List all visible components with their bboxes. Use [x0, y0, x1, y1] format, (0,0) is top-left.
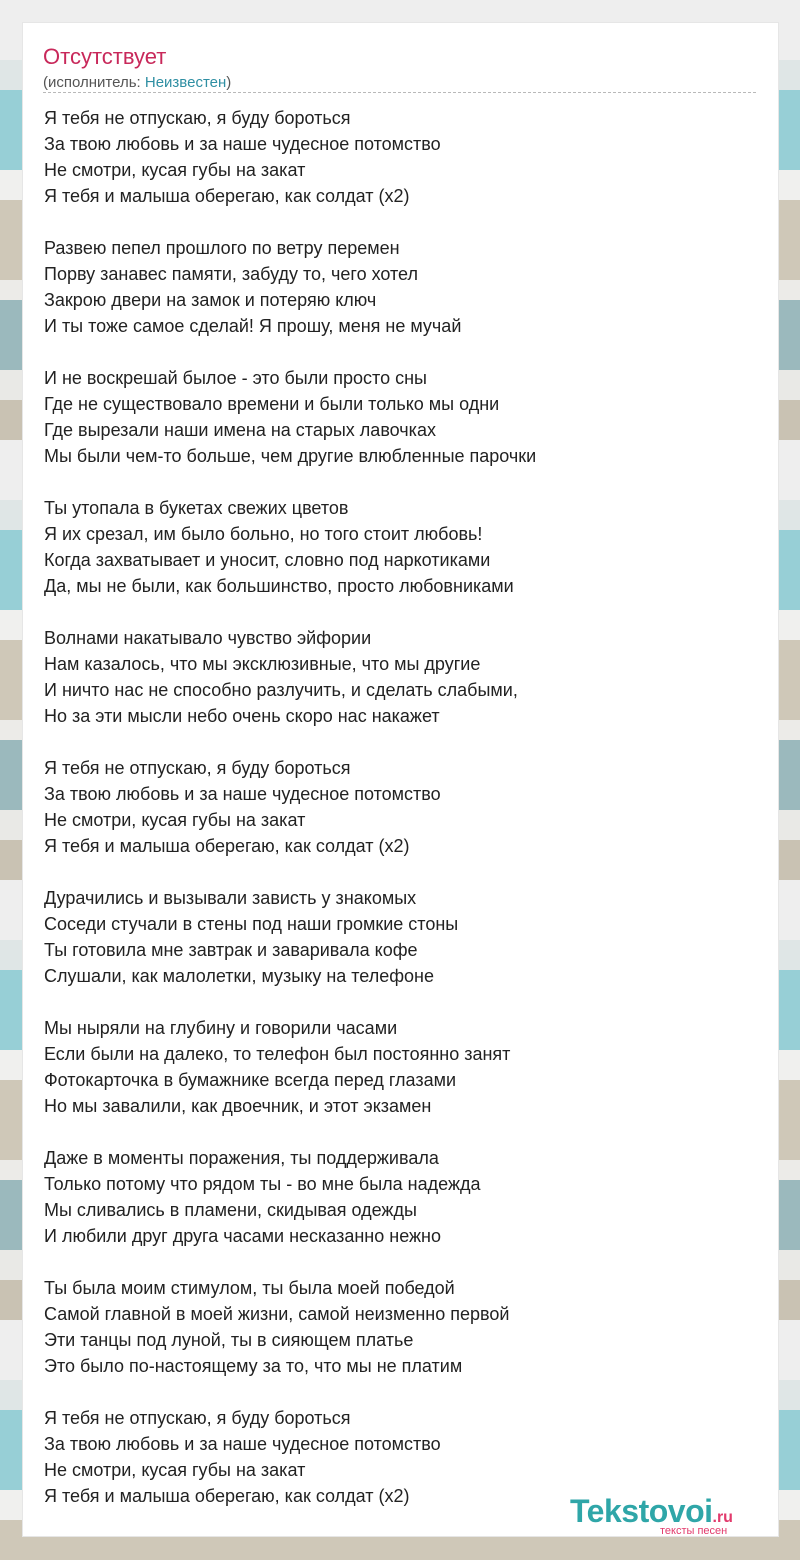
artist-line: [43, 73, 231, 93]
lyrics-line: Ты утопала в букетах свежих цветов: [44, 498, 349, 518]
lyrics-line: Даже в моменты поражения, ты поддерживала: [44, 1148, 439, 1168]
lyrics-stanza: [44, 365, 759, 469]
lyrics-line: Где вырезали наши имена на старых лавочках: [44, 420, 436, 440]
lyrics-stanza: [44, 625, 759, 729]
lyrics-line: Я их срезал, им было больно, но того стоит любовь!: [44, 524, 483, 544]
lyrics-card: [22, 22, 779, 1537]
lyrics-line: Самой главной в моей жизни, самой неизменно первой: [44, 1304, 510, 1324]
lyrics-line: И ты тоже самое сделай! Я прошу, меня не мучай: [44, 316, 462, 336]
lyrics-line: Мы сливались в пламени, скидывая одежды: [44, 1200, 417, 1220]
lyrics-line: Но за эти мысли небо очень скоро нас накажет: [44, 706, 440, 726]
lyrics-line: Я тебя и малыша оберегаю, как солдат (x2): [44, 836, 410, 856]
lyrics-line: И любили друг друга часами несказанно нежно: [44, 1226, 441, 1246]
lyrics-line: Это было по-настоящему за то, что мы не платим: [44, 1356, 463, 1376]
lyrics-line: И не воскрешай былое - это были просто сны: [44, 368, 427, 388]
lyrics-line: Но мы завалили, как двоечник, и этот экзамен: [44, 1096, 432, 1116]
lyrics-line: Ты была моим стимулом, ты была моей победой: [44, 1278, 455, 1298]
lyrics-stanza: [44, 885, 759, 989]
lyrics-line: Нам казалось, что мы эксклюзивные, что мы другие: [44, 654, 481, 674]
lyrics-line: Я тебя не отпускаю, я буду бороться: [44, 758, 351, 778]
lyrics-stanza: [44, 1275, 759, 1379]
lyrics-line: Дурачились и вызывали зависть у знакомых: [44, 888, 417, 908]
lyrics-line: За твою любовь и за наше чудесное потомство: [44, 784, 441, 804]
artist-prefix: (исполнитель:: [43, 74, 145, 91]
lyrics-stanza: [44, 105, 759, 209]
lyrics-line: Фотокарточка в бумажнике всегда перед глазами: [44, 1070, 457, 1090]
lyrics-line: Соседи стучали в стены под наши громкие стоны: [44, 914, 459, 934]
song-title: Отсутствует: [43, 44, 167, 69]
logo-domain: .ru: [712, 1509, 733, 1526]
lyrics-line: Я тебя и малыша оберегаю, как солдат (x2): [44, 1486, 410, 1506]
lyrics-stanza: [44, 755, 759, 859]
lyrics-stanza: [44, 235, 759, 339]
lyrics-stanza: [44, 495, 759, 599]
lyrics-line: За твою любовь и за наше чудесное потомство: [44, 134, 441, 154]
lyrics-line: Не смотри, кусая губы на закат: [44, 810, 306, 830]
lyrics-body: [44, 105, 759, 1535]
lyrics-line: Да, мы не были, как большинство, просто любовниками: [44, 576, 514, 596]
site-logo[interactable]: [570, 1493, 733, 1537]
lyrics-line: Когда захватывает и уносит, словно под наркотиками: [44, 550, 491, 570]
lyrics-line: Ты готовила мне завтрак и заваривала кофе: [44, 940, 418, 960]
lyrics-line: Только потому что рядом ты - во мне была надежда: [44, 1174, 481, 1194]
lyrics-line: Я тебя и малыша оберегаю, как солдат (x2): [44, 186, 410, 206]
lyrics-line: Если были на далеко, то телефон был постоянно занят: [44, 1044, 511, 1064]
lyrics-line: Слушали, как малолетки, музыку на телефоне: [44, 966, 435, 986]
lyrics-line: Развею пепел прошлого по ветру перемен: [44, 238, 400, 258]
logo-tagline: тексты песен: [660, 1525, 728, 1537]
dotted-divider: [43, 92, 756, 93]
lyrics-stanza: [44, 1015, 759, 1119]
artist-suffix: ): [226, 74, 232, 91]
lyrics-line: И ничто нас не способно разлучить, и сделать слабыми,: [44, 680, 518, 700]
lyrics-line: Я тебя не отпускаю, я буду бороться: [44, 1408, 351, 1428]
artist-link[interactable]: Неизвестен: [144, 74, 227, 91]
lyrics-line: Я тебя не отпускаю, я буду бороться: [44, 108, 351, 128]
lyrics-line: Где не существовало времени и были только мы одни: [44, 394, 500, 414]
lyrics-line: Порву занавес памяти, забуду то, чего хотел: [44, 264, 418, 284]
lyrics-line: Волнами накатывало чувство эйфории: [44, 628, 372, 648]
lyrics-line: Не смотри, кусая губы на закат: [44, 1460, 306, 1480]
lyrics-line: Мы ныряли на глубину и говорили часами: [44, 1018, 398, 1038]
lyrics-line: Закрою двери на замок и потеряю ключ: [44, 290, 377, 310]
lyrics-line: Эти танцы под луной, ты в сияющем платье: [44, 1330, 414, 1350]
lyrics-line: За твою любовь и за наше чудесное потомство: [44, 1434, 441, 1454]
lyrics-line: Мы были чем-то больше, чем другие влюбленные парочки: [44, 446, 537, 466]
lyrics-line: Не смотри, кусая губы на закат: [44, 160, 306, 180]
lyrics-stanza: [44, 1145, 759, 1249]
logo-main-text: Tekstovoi: [570, 1493, 713, 1529]
